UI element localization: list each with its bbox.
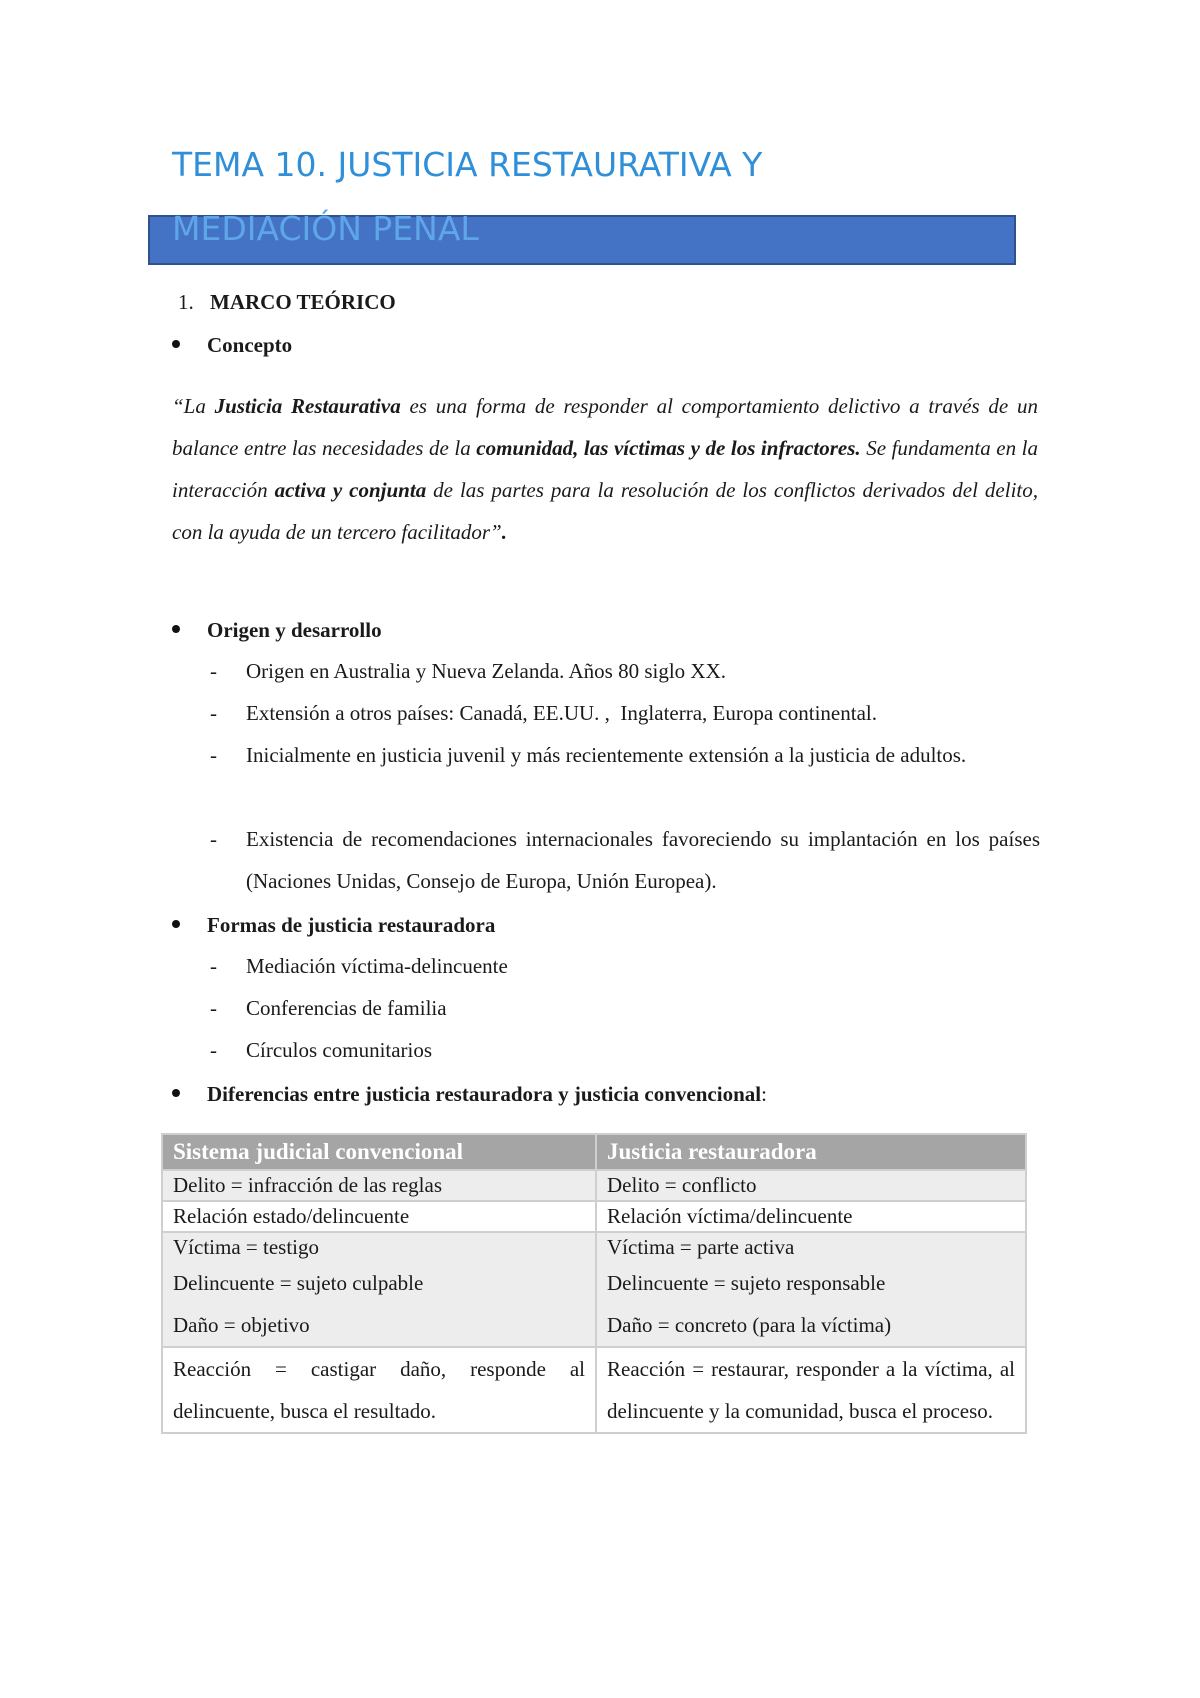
table-cell-text: Delito = infracción de las reglas: [173, 1173, 442, 1197]
section-heading: MARCO TEÓRICO: [210, 290, 396, 314]
bullet-origen-label: Origen y desarrollo: [207, 618, 382, 642]
table-cell-text: Delincuente = sujeto culpable: [173, 1271, 424, 1295]
table-cell-text: Daño = concreto (para la víctima): [607, 1313, 892, 1337]
table-cell-text: Reacción = restaurar, responder a la víctima, al delincuente y la comunidad, busca el proceso.: [607, 1357, 1015, 1423]
table-cell-text: Víctima = testigo: [173, 1235, 319, 1259]
table-header-row: [162, 1134, 1026, 1170]
formas-item-1: Mediación víctima-delincuente: [246, 954, 508, 978]
table-cell-conventional: [162, 1201, 596, 1232]
concepto-quote: [172, 385, 1038, 553]
origen-item-2: Extensión a otros países: Canadá, EE.UU. , Inglaterra, Europa continental.: [246, 701, 877, 725]
quote-run: de las partes para la resolución de los conflictos derivados del delito, con la ayuda de un tercero facilitador”: [172, 478, 1038, 544]
quote-run: “La: [172, 394, 215, 418]
table-cell-restorative: [596, 1201, 1026, 1232]
bullet-origen: [172, 618, 382, 643]
table-body: [162, 1170, 1026, 1433]
table-cell-restorative: [596, 1347, 1026, 1433]
section-number: 1.: [178, 290, 194, 314]
table-cell-text: Delincuente = sujeto responsable: [607, 1271, 886, 1295]
formas-item-3: Círculos comunitarios: [246, 1038, 433, 1062]
table-cell-text: Relación estado/delincuente: [173, 1204, 410, 1228]
quote-run: Justicia Restaurativa: [214, 394, 401, 418]
bullet-concepto: [172, 333, 292, 358]
origen-item-3: Inicialmente en justicia juvenil y más recientemente extensión a la justicia de adultos.: [246, 743, 967, 767]
table-cell-text: Víctima = parte activa: [607, 1235, 795, 1259]
quote-run: es una forma de responder al comportamiento delictivo a través de un balance entre las necesidades de la: [172, 394, 1038, 460]
table-header-restorative: Justicia restauradora: [596, 1134, 1026, 1170]
quote-run: Se fundamenta en la interacción: [172, 436, 1038, 502]
bullet-icon: [172, 920, 180, 928]
table-cell-text: Daño = objetivo: [173, 1313, 310, 1337]
table-row: [162, 1347, 1026, 1433]
table-cell-text: Delito = conflicto: [607, 1173, 757, 1197]
formas-item-2: Conferencias de familia: [246, 996, 447, 1020]
document-title-line-1: TEMA 10. JUSTICIA RESTAURATIVA Y: [172, 145, 763, 184]
document-title-line-2: MEDIACIÓN PENAL: [172, 209, 479, 248]
table-cell-restorative: [596, 1170, 1026, 1201]
table-header-conventional: Sistema judicial convencional: [162, 1134, 596, 1170]
table-row: [162, 1170, 1026, 1201]
bullet-icon: [172, 625, 180, 633]
bullet-diferencias-label: Diferencias entre justicia restauradora y justicia convencional: [207, 1082, 762, 1106]
table-row: [162, 1201, 1026, 1232]
quote-run: activa y conjunta: [274, 478, 427, 502]
origen-item-4: Existencia de recomendaciones internacionales favoreciendo su implantación en los países (Naciones Unidas, Consejo de Europa, Unión Europea).: [246, 827, 1040, 893]
bullet-formas: [172, 913, 495, 938]
comparison-table: [161, 1133, 1027, 1434]
origen-item-1: Origen en Australia y Nueva Zelanda. Años 80 siglo XX.: [246, 659, 726, 683]
bullet-icon: [172, 340, 180, 348]
table-cell-conventional: [162, 1170, 596, 1201]
bullet-formas-label: Formas de justicia restauradora: [207, 913, 496, 937]
quote-run: .: [501, 520, 507, 544]
document-page: TEMA 10. JUSTICIA RESTAURATIVA Y MEDIACIÓN PENAL 1. MARCO TEÓRICO Concepto “La Justicia Restaurativa es una forma de responder al comportamiento delictivo a través de un balance entre las necesidades de la comunidad, las víctimas y de los infractores. Se fundamenta en la interacción activa y conjunta de las partes para la resolución de los conflictos derivados del delito, con la ayuda de un tercero facilitador”. Origen y desarrollo - Origen en Australia y Nueva Zelanda. Años 80 siglo XX. - Extensión a otros países: Canadá, EE.UU. , Inglaterra, Europa continental. - Inicialmente en justicia juvenil y más recientemente extensión a la justicia de adultos. - Existencia de recomendaciones internacionales favoreciendo su implantación en los países (Naciones Unidas, Consejo de Europa, Unión Europea). Formas de justicia restauradora - Mediación víctima-delincuente - Conferencias de familia - Círculos comunitarios Diferencias entre justicia restauradora y justicia convencional: Sistema judicial convencional Justicia restauradora Delito = infracción de las reglas Delito = conflicto Relación estado/delincuente Relación víctima/delincuente Víctima = testigo Delincuente = sujeto culpable Daño = objetivo Víctima = parte activa Delincuente = sujeto responsable Daño = concreto (para la víctima) Reacción = castigar daño, responde al delincuente, busca el resultado. Reacción = restaurar, responder a la víctima, al delincuente y la comunidad, busca el proceso.: [0, 0, 1200, 1698]
bullet-icon: [172, 1089, 180, 1097]
table-cell-conventional: [162, 1347, 596, 1433]
bullet-concepto-label: Concepto: [207, 333, 293, 357]
bullet-diferencias-colon: :: [761, 1082, 767, 1106]
bullet-diferencias: [172, 1082, 767, 1107]
quote-run: comunidad, las víctimas y de los infractores.: [476, 436, 861, 460]
table-cell-conventional: [162, 1232, 596, 1347]
table-row: [162, 1232, 1026, 1347]
table-cell-text: Relación víctima/delincuente: [607, 1204, 853, 1228]
table-cell-restorative: [596, 1232, 1026, 1347]
table-cell-text: Reacción = castigar daño, responde al delincuente, busca el resultado.: [173, 1357, 585, 1423]
